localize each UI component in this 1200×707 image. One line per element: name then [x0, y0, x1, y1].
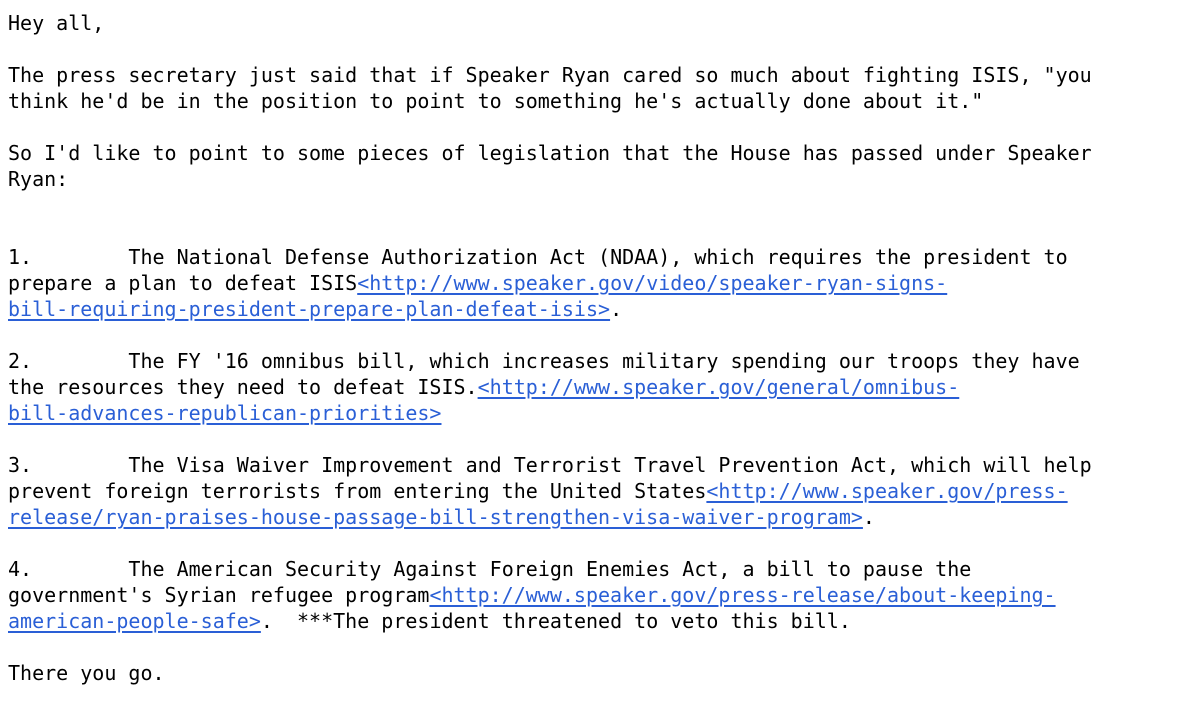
list-item-line: [8, 400, 1193, 426]
blank-line: [8, 322, 1193, 348]
list-item-text: The Visa Waiver Improvement and Terrorist Travel Prevention Act, which will help: [128, 453, 1092, 477]
list-item-heading: [8, 556, 1193, 582]
list-item-text: government's Syrian refugee program: [8, 583, 430, 607]
list-item-number: 2.: [8, 349, 33, 373]
blank-line: [8, 634, 1193, 660]
blank-line: [8, 114, 1193, 140]
speaker-link[interactable]: bill-requiring-president-prepare-plan-defeat-isis>: [8, 297, 611, 321]
list-item: [8, 244, 1193, 322]
list-item: [8, 452, 1193, 530]
list-item-suffix: .: [610, 297, 623, 321]
list-item-text: The FY '16 omnibus bill, which increases military spending our troops they have: [128, 349, 1080, 373]
speaker-link[interactable]: release/ryan-praises-house-passage-bill-strengthen-visa-waiver-program>: [8, 505, 863, 529]
list-item-text: The National Defense Authorization Act (NDAA), which requires the president to: [128, 245, 1068, 269]
blank-line: [8, 426, 1193, 452]
list-item-number: 4.: [8, 557, 33, 581]
list-item: [8, 556, 1193, 634]
paragraph-line: think he'd be in the position to point to something he's actually done about it.": [8, 89, 984, 113]
speaker-link[interactable]: <http://www.speaker.gov/press-: [706, 479, 1068, 503]
list-item-text: The American Security Against Foreign Enemies Act, a bill to pause the: [128, 557, 972, 581]
speaker-link[interactable]: <http://www.speaker.gov/video/speaker-ryan-signs-: [357, 271, 948, 295]
list-item-line: [8, 582, 1193, 608]
list-item-heading: [8, 452, 1193, 478]
paragraph-line: The press secretary just said that if Speaker Ryan cared so much about fighting ISIS, "you: [8, 63, 1092, 87]
list-item: [8, 348, 1193, 426]
list-item-line: [8, 296, 1193, 322]
list-item-text: prevent foreign terrorists from entering the United States: [8, 479, 707, 503]
paragraph-line: Ryan:: [8, 167, 69, 191]
email-body: [8, 10, 1193, 686]
list-item-text: the resources they need to defeat ISIS.: [8, 375, 478, 399]
blank-line: [8, 192, 1193, 218]
paragraph-line: So I'd like to point to some pieces of legislation that the House has passed under Speaker: [8, 141, 1092, 165]
blank-line: [8, 36, 1193, 62]
blank-line: [8, 530, 1193, 556]
list-item-number: 1.: [8, 245, 33, 269]
greeting: Hey all,: [8, 11, 105, 35]
speaker-link[interactable]: <http://www.speaker.gov/general/omnibus-: [477, 375, 960, 399]
list-item-suffix: .: [862, 505, 875, 529]
speaker-link[interactable]: bill-advances-republican-priorities>: [8, 401, 442, 425]
blank-line: [8, 218, 1193, 244]
list-item-text: prepare a plan to defeat ISIS: [8, 271, 358, 295]
list-item-line: [8, 504, 1193, 530]
closing: There you go.: [8, 661, 165, 685]
list-item-line: [8, 478, 1193, 504]
list-item-heading: [8, 348, 1193, 374]
speaker-link[interactable]: american-people-safe>: [8, 609, 261, 633]
list-item-suffix: . ***The president threatened to veto this bill.: [260, 609, 851, 633]
list-item-line: [8, 374, 1193, 400]
list-item-line: [8, 608, 1193, 634]
list-item-line: [8, 270, 1193, 296]
speaker-link[interactable]: <http://www.speaker.gov/press-release/about-keeping-: [429, 583, 1056, 607]
list-item-heading: [8, 244, 1193, 270]
list-item-number: 3.: [8, 453, 33, 477]
